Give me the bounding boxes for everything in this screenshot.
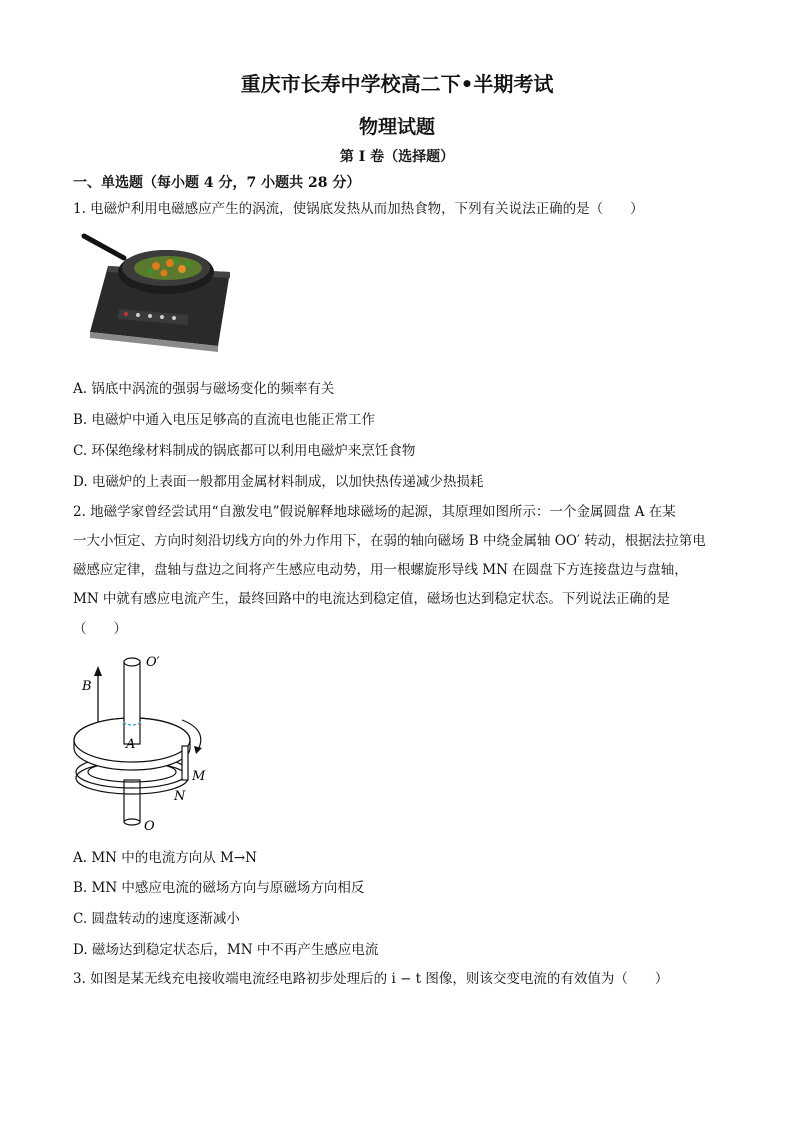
q2-stem-line3: 磁感应定律，盘轴与盘边之间将产生感应电动势，用一根螺旋形导线 MN 在圆盘下方连接盘边与盘轴， bbox=[73, 562, 688, 578]
q1-option-c: C. 环保绝缘材料制成的锅底都可以利用电磁炉来烹饪食物 bbox=[73, 443, 416, 459]
q1-stem: 1. 电磁炉利用电磁感应产生的涡流，使锅底发热从而加热食物，下列有关说法正确的是（ ） bbox=[73, 201, 644, 217]
label-a: A bbox=[126, 737, 136, 752]
exam-title: 重庆市长寿中学校高二下•半期考试 bbox=[240, 72, 554, 96]
q2-option-d: D. 磁场达到稳定状态后，MN 中不再产生感应电流 bbox=[73, 942, 379, 958]
q1-option-b: B. 电磁炉中通入电压足够高的直流电也能正常工作 bbox=[73, 412, 376, 428]
q2-stem-line4: MN 中就有感应电流产生，最终回路中的电流达到稳定值，磁场也达到稳定状态。下列说法正确的是 bbox=[73, 591, 670, 607]
q2-stem-line2: 一大小恒定、方向时刻沿切线方向的外力作用下，在弱的轴向磁场 B 中绕金属轴 OO′ 转动，根据法拉第电 bbox=[73, 533, 706, 549]
q3-stem: 3. 如图是某无线充电接收端电流经电路初步处理后的 i − t 图像，则该交变电流的有效值为（ ） bbox=[73, 971, 669, 987]
section-heading: 一、单选题（每小题 4 分，7 小题共 28 分） bbox=[73, 175, 361, 191]
q2-option-c: C. 圆盘转动的速度逐渐减小 bbox=[73, 911, 240, 927]
label-o: O bbox=[144, 819, 155, 834]
subject-title: 物理试题 bbox=[358, 116, 435, 138]
label-o-prime: O′ bbox=[146, 655, 160, 670]
volume-title: 第 I 卷（选择题） bbox=[339, 149, 455, 165]
q1-option-a: A. 锅底中涡流的强弱与磁场变化的频率有关 bbox=[73, 381, 335, 397]
q2-option-b: B. MN 中感应电流的磁场方向与原磁场方向相反 bbox=[73, 880, 365, 896]
q2-option-a: A. MN 中的电流方向从 M→N bbox=[73, 850, 257, 866]
label-m: M bbox=[192, 769, 206, 784]
q2-stem-line5: （ ） bbox=[73, 621, 127, 637]
q1-option-d: D. 电磁炉的上表面一般都用金属材料制成，以加快热传递减少热损耗 bbox=[73, 474, 484, 490]
disc-dynamo-diagram bbox=[70, 650, 220, 835]
label-b: B bbox=[82, 679, 92, 694]
q2-stem-line1: 2. 地磁学家曾经尝试用“自激发电”假说解释地球磁场的起源，其原理如图所示：一个金属圆盘 A 在某 bbox=[73, 504, 676, 520]
induction-cooker-image bbox=[78, 228, 238, 358]
label-n: N bbox=[174, 789, 186, 804]
